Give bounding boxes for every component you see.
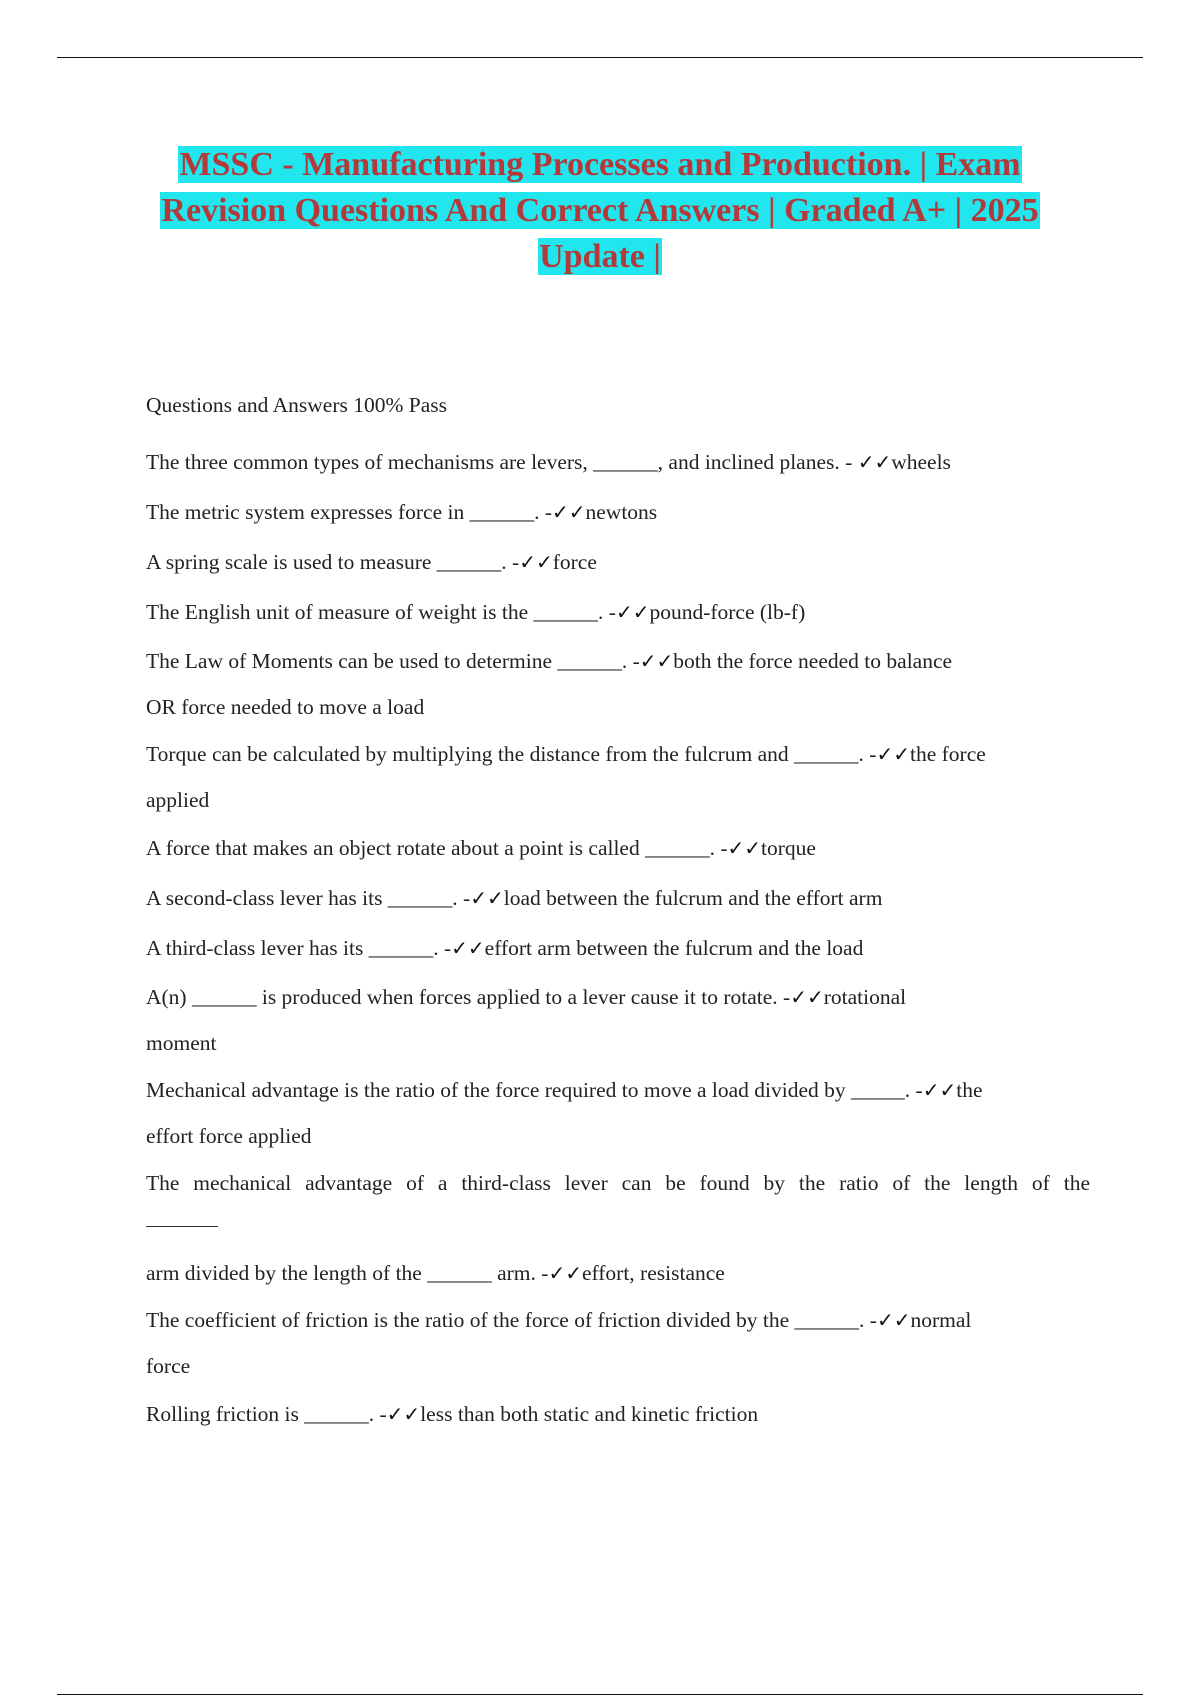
question: A spring scale is used to measure ______. - — [146, 550, 520, 574]
intro-text: Questions and Answers 100% Pass — [146, 393, 447, 417]
qa-item — [146, 438, 1090, 487]
question: arm divided by the length of the ______ arm. - — [146, 1261, 549, 1285]
answer: torque — [761, 836, 816, 860]
check-mark-icon: ✓✓ — [876, 742, 910, 766]
qa-item — [146, 1067, 1090, 1159]
top-rule — [57, 57, 1143, 58]
title-line-1: MSSC - Manufacturing Processes and Production. | Exam — [179, 146, 1021, 183]
question: A second-class lever has its ______. - — [146, 886, 471, 910]
answer: pound-force (lb-f) — [649, 600, 806, 624]
qa-item — [146, 638, 1090, 730]
question: The three common types of mechanisms are levers, ______, and inclined planes. - — [146, 450, 858, 474]
qa-item — [146, 974, 1090, 1066]
qa-content — [146, 388, 1090, 1440]
answer: load between the fulcrum and the effort arm — [503, 886, 883, 910]
answer: effort, resistance — [581, 1261, 725, 1285]
answer: less than both static and kinetic friction — [420, 1402, 759, 1426]
blank-underline — [146, 1226, 218, 1227]
check-mark-icon: ✓✓ — [615, 600, 650, 624]
question: The metric system expresses force in ______. - — [146, 500, 552, 524]
check-mark-icon: ✓✓ — [451, 936, 485, 960]
qa-item — [146, 874, 1090, 923]
title-line-3: Update | — [539, 238, 661, 275]
question: Rolling friction is ______. - — [146, 1402, 387, 1426]
question: The mechanical advantage of a third-class lever can be found by the ratio of the length of the — [146, 1171, 1090, 1195]
qa-item — [146, 1297, 1090, 1389]
question: The English unit of measure of weight is the ______. - — [146, 600, 616, 624]
answer-continuation: force — [146, 1354, 191, 1378]
answer: rotational — [823, 985, 907, 1009]
qa-item — [146, 731, 1090, 823]
question: The coefficient of friction is the ratio of the force of friction divided by the ______. - — [146, 1308, 877, 1332]
qa-item — [146, 538, 1090, 587]
qa-item — [146, 588, 1090, 637]
check-mark-icon: ✓✓ — [727, 836, 762, 860]
answer-continuation: OR force needed to move a load — [146, 695, 425, 719]
answer: both the force needed to balance — [673, 649, 953, 673]
answer: the force — [909, 742, 986, 766]
answer: wheels — [891, 450, 951, 474]
title-line-2: Revision Questions And Correct Answers | Graded A+ | 2025 — [161, 192, 1039, 229]
bottom-rule — [57, 1694, 1143, 1695]
answer-continuation: effort force applied — [146, 1124, 312, 1148]
question: Torque can be calculated by multiplying the distance from the fulcrum and ______. - — [146, 742, 877, 766]
answer: normal — [910, 1308, 972, 1332]
check-mark-icon: ✓✓ — [857, 450, 892, 474]
check-mark-icon: ✓✓ — [519, 550, 553, 574]
qa-item — [146, 1160, 1090, 1296]
question: Mechanical advantage is the ratio of the force required to move a load divided by _____. - — [146, 1078, 923, 1102]
blank-line — [146, 1206, 1090, 1250]
question: The Law of Moments can be used to determine ______. - — [146, 649, 640, 673]
question: A force that makes an object rotate about a point is called ______. - — [146, 836, 728, 860]
check-mark-icon: ✓✓ — [639, 649, 674, 673]
qa-item — [146, 1390, 1090, 1439]
answer: the — [956, 1078, 983, 1102]
qa-item — [146, 924, 1090, 973]
answer-continuation: moment — [146, 1031, 217, 1055]
qa-item — [146, 488, 1090, 537]
answer: force — [552, 550, 597, 574]
qa-item — [146, 824, 1090, 873]
document-title — [100, 142, 1100, 280]
answer: newtons — [585, 500, 658, 524]
check-mark-icon: ✓✓ — [922, 1078, 957, 1102]
check-mark-icon: ✓✓ — [548, 1261, 582, 1285]
check-mark-icon: ✓✓ — [552, 500, 586, 524]
question: A(n) ______ is produced when forces applied to a lever cause it to rotate. - — [146, 985, 791, 1009]
check-mark-icon: ✓✓ — [790, 985, 824, 1009]
answer-continuation: applied — [146, 788, 210, 812]
answer: effort arm between the fulcrum and the load — [484, 936, 864, 960]
check-mark-icon: ✓✓ — [876, 1308, 911, 1332]
question: A third-class lever has its ______. - — [146, 936, 452, 960]
check-mark-icon: ✓✓ — [470, 886, 504, 910]
check-mark-icon: ✓✓ — [386, 1402, 421, 1426]
